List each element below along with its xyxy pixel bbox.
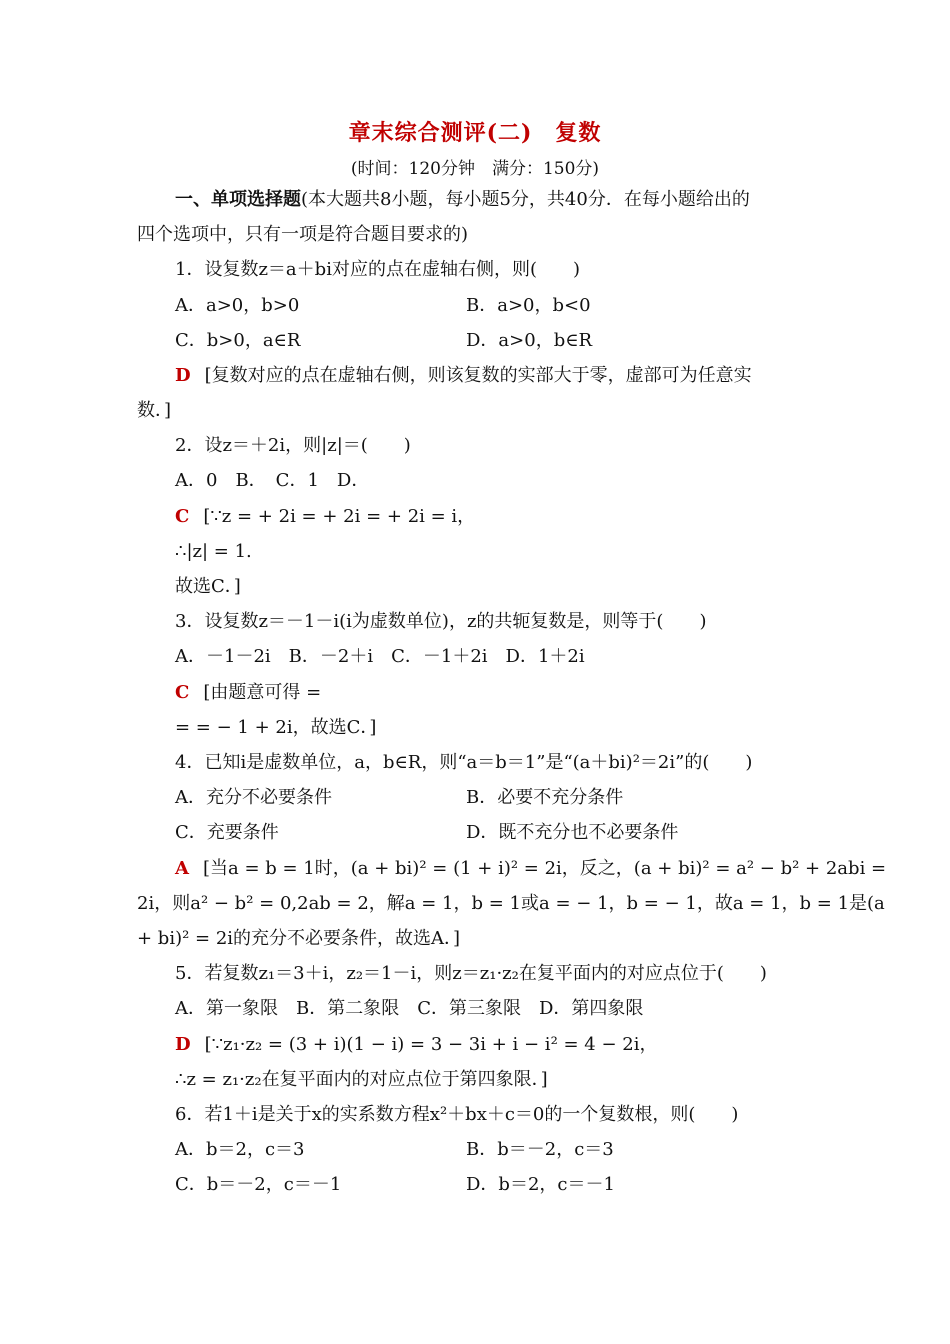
q4-option-b: B．必要不充分条件	[466, 787, 624, 808]
q4-explanation-b: 2i，则a² − b² = 0,2ab = 2，解a = 1，b = 1或a = − 1，b = − 1，故a = 1，b = 1是(a	[137, 893, 885, 914]
q1-option-a: A．a>0，b>0	[175, 295, 300, 316]
q2-explanation-line	[175, 505, 475, 529]
q6-option-c: C．b＝－2，c＝－1	[175, 1174, 342, 1195]
section-intro-a: (本大题共8小题，每小题5分，共40分．在每小题给出的	[301, 189, 750, 210]
q2-stem: 2．设z＝＋2i，则|z|＝( )	[175, 435, 411, 456]
q3-explanation-line	[175, 681, 321, 705]
q1-explanation-a: [复数对应的点在虚轴右侧，则该复数的实部大于零，虚部可为任意实	[204, 365, 752, 386]
q5-answer: D	[175, 1034, 191, 1055]
section-intro-b: 四个选项中，只有一项是符合题目要求的)	[137, 224, 469, 245]
q6-stem: 6．若1＋i是关于x的实系数方程x²＋bx＋c＝0的一个复数根，则( )	[175, 1104, 739, 1125]
q4-option-d: D．既不充分也不必要条件	[466, 822, 679, 843]
q3-options: A．－1－2i B．－2＋i C．－1＋2i D．1＋2i	[175, 646, 585, 667]
q2-explanation-b: ∴|z| = 1.	[175, 541, 252, 562]
q5-explanation-a: [∵z₁·z₂ = (3 + i)(1 − i) = 3 − 3i + i − i² = 4 − 2i，	[204, 1034, 658, 1055]
q5-explanation-b: ∴z = z₁·z₂在复平面内的对应点位于第四象限．]	[175, 1069, 548, 1090]
q6-option-b: B．b＝－2，c＝3	[466, 1139, 614, 1160]
q5-stem: 5．若复数z₁＝3＋i，z₂＝1－i，则z＝z₁·z₂在复平面内的对应点位于( )	[175, 963, 767, 984]
page-subtitle: (时间：120分钟 满分：150分)	[350, 159, 600, 179]
q4-explanation-c: + bi)² = 2i的充分不必要条件，故选A．]	[137, 928, 461, 949]
q2-explanation-c: 故选C．]	[175, 576, 241, 597]
page-title: 章末综合测评(二) 复数	[348, 120, 602, 146]
section-heading: 一、单项选择题	[175, 189, 301, 210]
q1-explanation-b: 数．]	[137, 400, 172, 421]
q4-answer: A	[175, 858, 189, 879]
q1-explanation-line	[175, 364, 752, 388]
q1-option-c: C．b>0，a∈R	[175, 330, 301, 351]
section-heading-line	[175, 188, 750, 212]
q2-explanation-a: [∵z = + 2i = + 2i = + 2i = i，	[203, 506, 476, 527]
q2-options: A．0 B． C．1 D．	[175, 470, 370, 491]
q1-stem: 1．设复数z＝a＋bi对应的点在虚轴右侧，则( )	[175, 259, 580, 280]
q5-options: A．第一象限 B．第二象限 C．第三象限 D．第四象限	[175, 998, 644, 1019]
q4-option-a: A．充分不必要条件	[175, 787, 332, 808]
q1-option-d: D．a>0，b∈R	[466, 330, 593, 351]
q4-option-c: C．充要条件	[175, 822, 279, 843]
q4-stem: 4．已知i是虚数单位，a，b∈R，则“a＝b＝1”是“(a＋bi)²＝2i”的( )	[175, 752, 753, 773]
q4-explanation-a: [当a = b = 1时，(a + bi)² = (1 + i)² = 2i，反之，(a + bi)² = a² − b² + 2abi =	[202, 858, 887, 879]
q3-explanation-a: [由题意可得 =	[203, 682, 322, 703]
q1-option-b: B．a>0，b<0	[466, 295, 591, 316]
q1-answer: D	[175, 365, 191, 386]
q6-option-a: A．b＝2，c＝3	[175, 1139, 305, 1160]
q6-option-d: D．b＝2，c＝－1	[466, 1174, 615, 1195]
q5-explanation-line	[175, 1033, 658, 1057]
q3-answer: C	[175, 682, 190, 703]
q3-stem: 3．设复数z＝－1－i(i为虚数单位)，z的共轭复数是，则等于( )	[175, 611, 707, 632]
q2-answer: C	[175, 506, 190, 527]
q3-explanation-b: = = − 1 + 2i，故选C．]	[175, 717, 377, 738]
q4-explanation-line	[175, 857, 886, 881]
